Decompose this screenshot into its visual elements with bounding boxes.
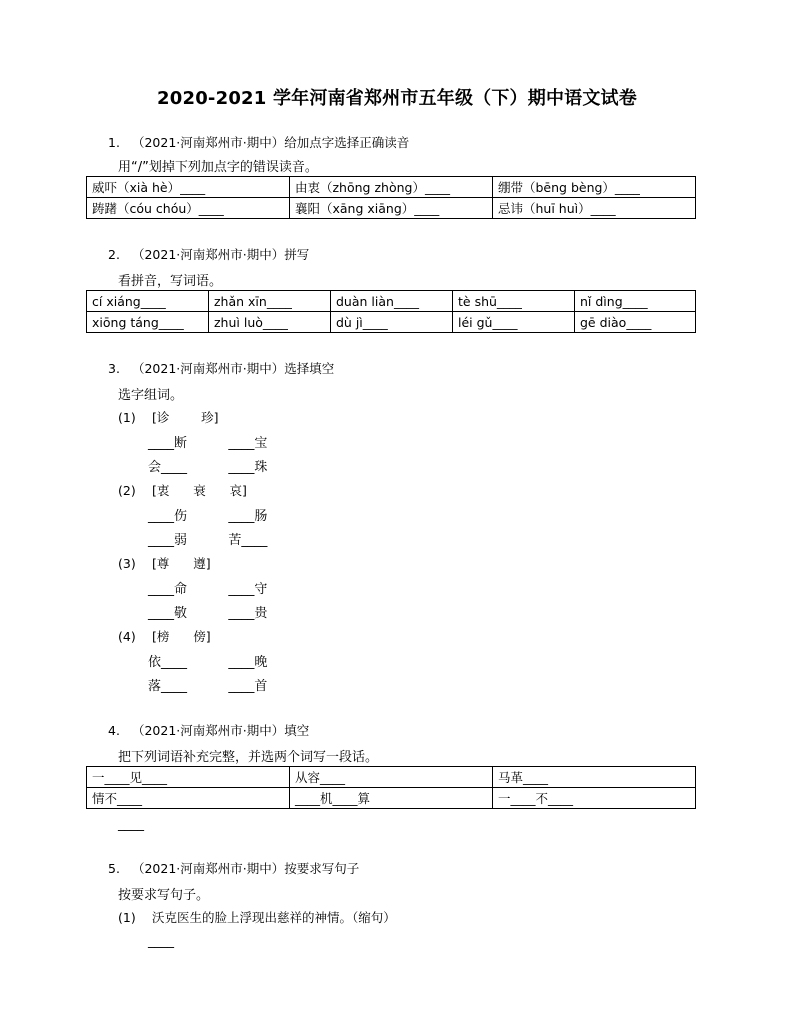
table-cell[interactable]: 一____见____ bbox=[87, 767, 290, 788]
sub-question-text: 沃克医生的脸上浮现出慈祥的神情。（缩句） bbox=[151, 910, 396, 925]
sub-question-label: (2) bbox=[118, 483, 136, 498]
question-source: （2021·河南郑州市·期中）给加点字选择正确读音 bbox=[131, 135, 410, 150]
char-choices: [诊 珍] bbox=[151, 410, 219, 425]
char-choices: [榜 傍] bbox=[151, 629, 211, 644]
sub-question-label: (3) bbox=[118, 556, 136, 571]
fill-line[interactable]: ____断 ____宝 bbox=[148, 436, 268, 451]
question-5-instruction: 按要求写句子。 bbox=[118, 888, 210, 903]
table-cell[interactable]: 情不____ bbox=[87, 788, 290, 809]
question-number: 2. bbox=[108, 247, 120, 262]
sub-question-3 bbox=[118, 554, 211, 572]
question-1-instruction: 用“/”划掉下列加点字的错误读音。 bbox=[118, 160, 318, 175]
table-cell[interactable]: nǐ dìng____ bbox=[575, 291, 696, 312]
table-cell[interactable]: ____机____算 bbox=[290, 788, 493, 809]
table-cell[interactable]: 从容____ bbox=[290, 767, 493, 788]
table-cell[interactable]: gē diào____ bbox=[575, 312, 696, 333]
question-number: 5. bbox=[108, 861, 120, 876]
answer-line[interactable]: ____ bbox=[148, 934, 174, 949]
table-cell[interactable]: tè shū____ bbox=[453, 291, 575, 312]
table-cell[interactable]: 踌躇（cóu chóu）____ bbox=[87, 198, 290, 219]
question-4-table bbox=[86, 766, 696, 809]
fill-line[interactable]: 落____ ____首 bbox=[148, 679, 268, 694]
sub-question-label: (4) bbox=[118, 629, 136, 644]
sub-question-label: (1) bbox=[118, 410, 136, 425]
question-1-header bbox=[108, 133, 409, 151]
fill-line[interactable]: ____敬 ____贵 bbox=[148, 606, 268, 621]
question-3-header bbox=[108, 359, 334, 377]
table-cell[interactable]: 襄阳（xāng xiāng）____ bbox=[290, 198, 493, 219]
table-row bbox=[87, 291, 696, 312]
table-cell[interactable]: 威吓（xià hè）____ bbox=[87, 177, 290, 198]
question-source: （2021·河南郑州市·期中）选择填空 bbox=[131, 361, 335, 376]
question-number: 1. bbox=[108, 135, 120, 150]
char-choices: [衷 衰 哀] bbox=[151, 483, 247, 498]
table-cell[interactable]: 忌讳（huī huì）____ bbox=[493, 198, 696, 219]
question-3-instruction: 选字组词。 bbox=[118, 388, 184, 403]
fill-line[interactable]: ____弱 苦____ bbox=[148, 533, 268, 548]
table-row bbox=[87, 767, 696, 788]
question-2-header bbox=[108, 245, 309, 263]
char-choices: [尊 遵] bbox=[151, 556, 211, 571]
fill-line[interactable]: 会____ ____珠 bbox=[148, 460, 268, 475]
table-cell[interactable]: cí xiáng____ bbox=[87, 291, 209, 312]
table-cell[interactable]: zhuì luò____ bbox=[209, 312, 331, 333]
table-cell[interactable]: zhǎn xīn____ bbox=[209, 291, 331, 312]
question-number: 4. bbox=[108, 723, 120, 738]
question-1-table bbox=[86, 176, 696, 219]
table-cell[interactable]: duàn liàn____ bbox=[331, 291, 453, 312]
question-2-table bbox=[86, 290, 696, 333]
question-4-header bbox=[108, 721, 309, 739]
question-2-instruction: 看拼音，写词语。 bbox=[118, 274, 223, 289]
question-4-instruction: 把下列词语补充完整，并选两个词写一段话。 bbox=[118, 750, 379, 765]
table-cell[interactable]: xiōng táng____ bbox=[87, 312, 209, 333]
fill-line[interactable]: ____命 ____守 bbox=[148, 582, 268, 597]
question-number: 3. bbox=[108, 361, 120, 376]
question-source: （2021·河南郑州市·期中）填空 bbox=[131, 723, 310, 738]
table-cell[interactable]: 绷带（bēng bèng）____ bbox=[493, 177, 696, 198]
sub-question-label: (1) bbox=[118, 910, 136, 925]
table-cell[interactable]: léi gǔ____ bbox=[453, 312, 575, 333]
page-title: 2020-2021 学年河南省郑州市五年级（下）期中语文试卷 bbox=[157, 88, 637, 109]
question-source: （2021·河南郑州市·期中）拼写 bbox=[131, 247, 310, 262]
table-cell[interactable]: 一____不____ bbox=[493, 788, 696, 809]
table-cell[interactable]: 马革____ bbox=[493, 767, 696, 788]
table-cell[interactable]: dù jì____ bbox=[331, 312, 453, 333]
sub-question-4 bbox=[118, 627, 211, 645]
question-5-header bbox=[108, 859, 359, 877]
fill-line[interactable]: ____伤 ____肠 bbox=[148, 509, 268, 524]
question-source: （2021·河南郑州市·期中）按要求写句子 bbox=[131, 861, 360, 876]
fill-line[interactable]: 依____ ____晚 bbox=[148, 655, 268, 670]
table-row bbox=[87, 177, 696, 198]
answer-line[interactable]: ____ bbox=[118, 817, 144, 832]
sub-question-2 bbox=[118, 481, 247, 499]
table-row bbox=[87, 312, 696, 333]
table-cell[interactable]: 由衷（zhōng zhòng）____ bbox=[290, 177, 493, 198]
sub-question-1 bbox=[118, 408, 219, 426]
sub-question-1 bbox=[118, 908, 396, 926]
table-row bbox=[87, 198, 696, 219]
table-row bbox=[87, 788, 696, 809]
